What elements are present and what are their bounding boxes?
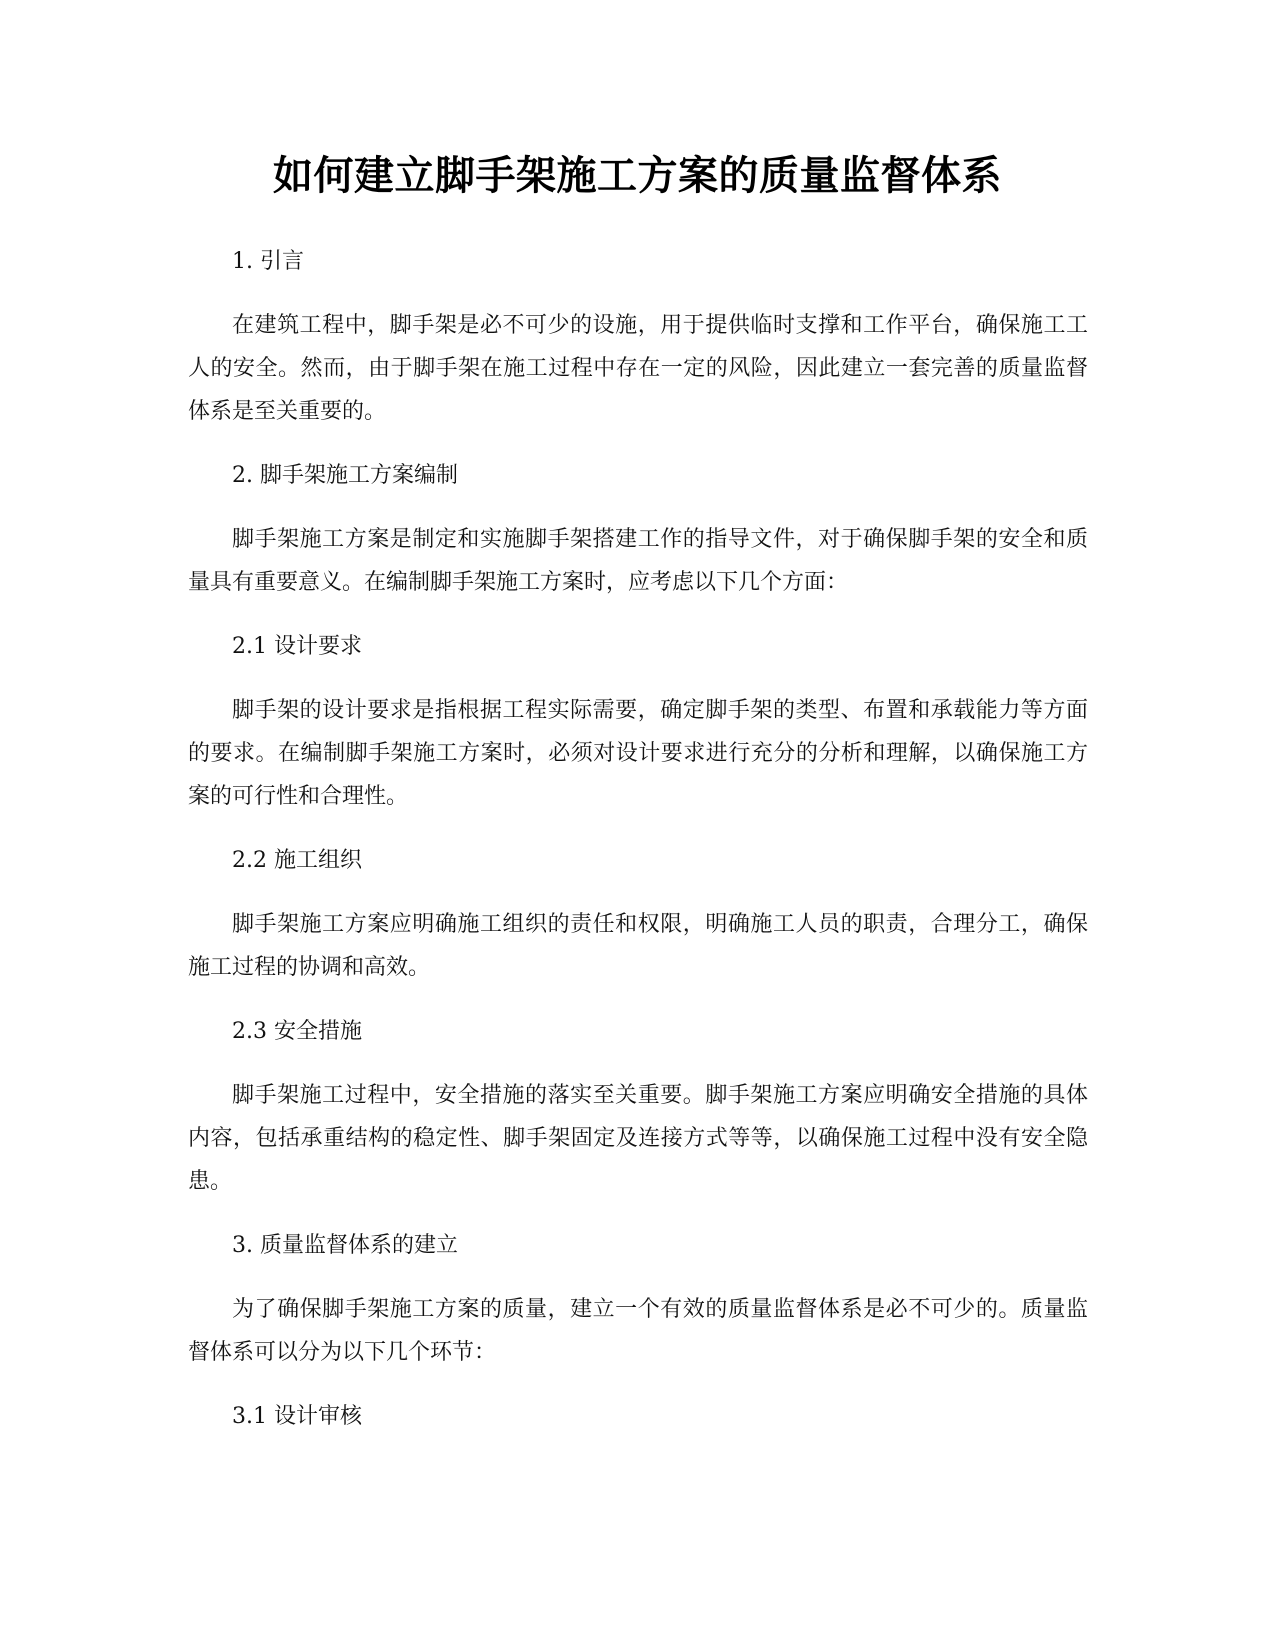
section-heading-design-review: 3.1 设计审核: [232, 1404, 362, 1429]
section-heading-safety: 2.3 安全措施: [232, 1019, 362, 1044]
section-heading-design: 2.1 设计要求: [232, 634, 362, 659]
paragraph-intro: 在建筑工程中，脚手架是必不可少的设施，用于提供临时支撑和工作平台，确保施工工人的安全。然而，由于脚手架在施工过程中存在一定的风险，因此建立一套完善的质量监督体系是至关重要的。: [188, 313, 1088, 424]
paragraph-organization: 脚手架施工方案应明确施工组织的责任和权限，明确施工人员的职责，合理分工，确保施工过程的协调和高效。: [188, 912, 1088, 980]
section-heading-organization: 2.2 施工组织: [232, 848, 362, 873]
paragraph-design: 脚手架的设计要求是指根据工程实际需要，确定脚手架的类型、布置和承载能力等方面的要求。在编制脚手架施工方案时，必须对设计要求进行充分的分析和理解，以确保施工方案的可行性和合理性。: [188, 698, 1088, 809]
paragraph-quality-system: 为了确保脚手架施工方案的质量，建立一个有效的质量监督体系是必不可少的。质量监督体系可以分为以下几个环节：: [188, 1297, 1088, 1365]
paragraph-safety: 脚手架施工过程中，安全措施的落实至关重要。脚手架施工方案应明确安全措施的具体内容，包括承重结构的稳定性、脚手架固定及连接方式等等，以确保施工过程中没有安全隐患。: [188, 1083, 1088, 1194]
document-title: 如何建立脚手架施工方案的质量监督体系: [273, 153, 1002, 199]
section-heading-plan: 2. 脚手架施工方案编制: [232, 463, 458, 488]
section-heading-intro: 1. 引言: [232, 249, 304, 274]
section-heading-quality-system: 3. 质量监督体系的建立: [232, 1233, 458, 1258]
paragraph-plan: 脚手架施工方案是制定和实施脚手架搭建工作的指导文件，对于确保脚手架的安全和质量具有重要意义。在编制脚手架施工方案时，应考虑以下几个方面：: [188, 527, 1088, 595]
document-body: [188, 240, 1088, 1459]
